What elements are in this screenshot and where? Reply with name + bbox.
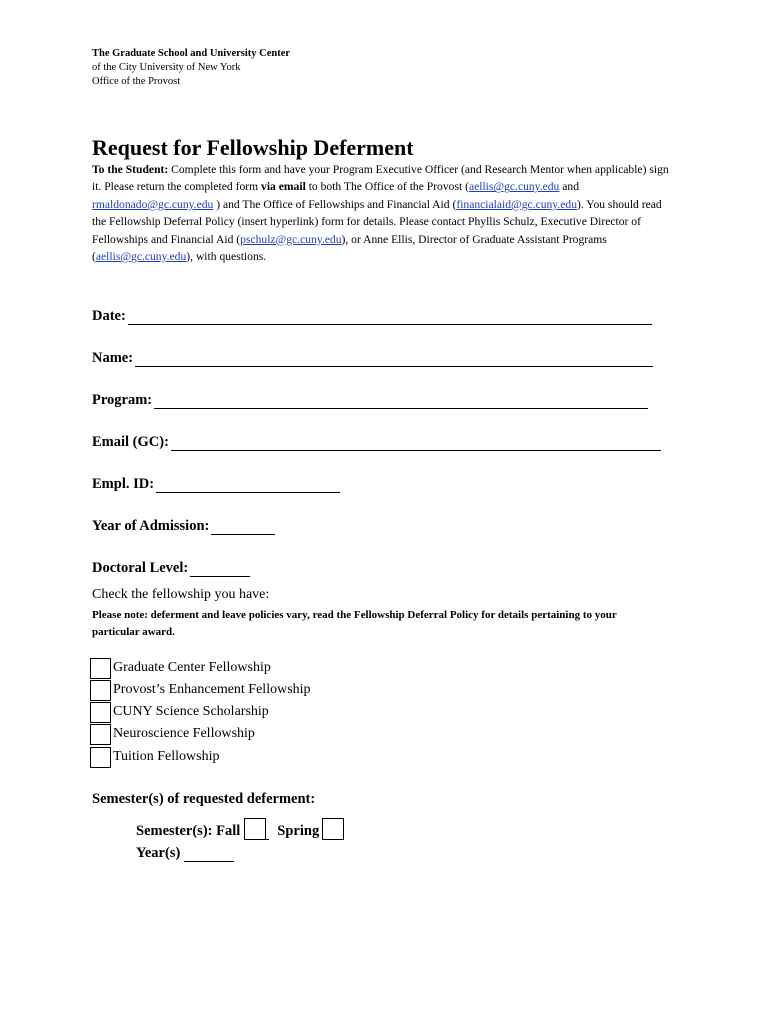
instructions-text: ). You should read the Fellowship Deferral Policy (insert hyperlink) form for details. Please contact Phyllis Schulz, Executive Director of Fellowships and Financial Aid ( [92,197,662,246]
fall-checkbox[interactable] [244,818,266,840]
instructions-label: To the Student: [92,163,169,176]
fellowship-option-label: Graduate Center Fellowship [113,660,271,675]
email-link-aellis[interactable]: aellis@gc.cuny.edu [468,180,560,194]
years-input-line[interactable] [184,847,234,862]
instructions-paragraph [92,161,677,265]
checkbox[interactable] [90,702,111,723]
date-label: Date: [92,308,126,324]
checkbox[interactable] [90,658,111,679]
fellowship-option-provost-enhancement[interactable] [90,679,311,701]
email-link-pschulz[interactable]: pschulz@gc.cuny.edu [240,232,342,246]
email-label: Email (GC): [92,434,169,450]
program-input-line[interactable] [154,394,648,409]
checkbox[interactable] [90,747,111,768]
institution-name: The Graduate School and University Center [92,48,291,59]
semester-heading: Semester(s) of requested deferment: [92,791,316,807]
date-input-line[interactable] [128,310,652,325]
doctoral-level-label: Doctoral Level: [92,560,189,576]
email-link-financialaid[interactable]: financialaid@gc.cuny.edu [456,197,577,211]
doctoral-level-input-line[interactable] [190,562,250,577]
email-link-aellis-2[interactable]: aellis@gc.cuny.edu [95,250,187,264]
empl-id-input-line[interactable] [156,478,340,493]
name-field-row [92,350,653,367]
year-admission-input-line[interactable] [211,520,275,535]
via-email-text: via email [261,180,306,194]
office-name: Office of the Provost [92,76,181,87]
name-input-line[interactable] [135,352,653,367]
date-field-row [92,308,652,325]
fellowship-option-label: Neuroscience Fellowship [113,726,255,741]
instructions-text: ) and The Office of Fellowships and Financial Aid ( [213,197,457,211]
checkbox[interactable] [90,680,111,701]
semester-row [136,818,346,840]
fall-underline [266,825,269,840]
fellowship-option-tuition[interactable] [90,746,219,768]
program-label: Program: [92,392,153,408]
semester-fall-label: Semester(s): Fall [136,823,241,839]
fellowship-option-label: CUNY Science Scholarship [113,704,269,719]
policy-note: Please note: deferment and leave policies vary, read the Fellowship Deferral Policy for details pertaining to your particular award. [92,609,617,638]
spring-checkbox[interactable] [322,818,344,840]
email-field-row [92,434,661,451]
institution-header [92,47,290,89]
fellowship-option-graduate-center[interactable] [90,657,271,679]
empl-id-label: Empl. ID: [92,476,155,492]
years-row [136,845,234,862]
empl-id-field-row [92,476,340,493]
fellowship-option-label: Tuition Fellowship [113,749,220,764]
year-admission-label: Year of Admission: [92,518,210,534]
fellowship-option-neuroscience[interactable] [90,723,255,745]
year-admission-field-row [92,518,275,535]
fellowship-check-heading: Check the fellowship you have: [92,587,270,602]
semester-spring-label: Spring [277,823,320,839]
fellowship-option-cuny-science[interactable] [90,701,269,723]
instructions-text: to both The Office of the Provost ( [305,180,469,194]
instructions-text: ), or Anne Ellis, Director of Graduate Assistant Programs ( [92,232,607,264]
program-field-row [92,392,648,409]
name-label: Name: [92,350,134,366]
institution-subname: of the City University of New York [92,62,241,73]
checkbox[interactable] [90,724,111,745]
email-link-rmaldonado[interactable]: rmaldonado@gc.cuny.edu [92,197,214,211]
instructions-text: ), with questions. [186,250,267,264]
fellowship-option-label: Provost’s Enhancement Fellowship [113,682,311,697]
email-input-line[interactable] [171,436,661,451]
doctoral-level-field-row [92,560,250,577]
instructions-text: and [559,180,579,194]
page-title: Request for Fellowship Deferment [92,135,414,160]
instructions-text: Complete this form and have your Program Executive Officer (and Research Mentor when applicable) sign it. Please return the completed form [92,163,669,194]
years-label: Year(s) [136,845,181,861]
